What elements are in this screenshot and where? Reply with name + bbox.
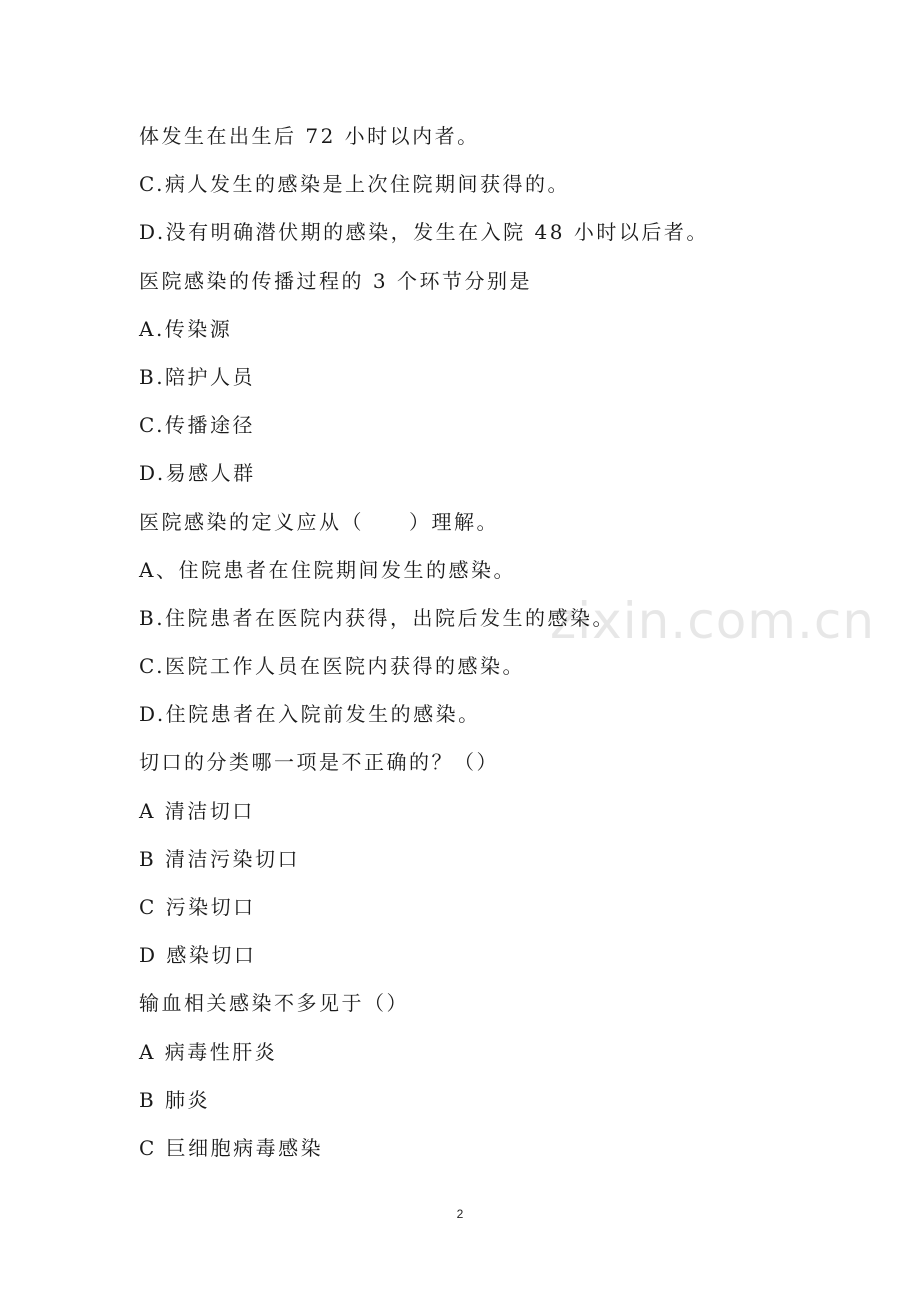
option-line: B.住院患者在医院内获得，出院后发生的感染。 bbox=[139, 605, 616, 630]
option-line: D 感染切口 bbox=[139, 943, 257, 968]
question-line: 医院感染的传播过程的 3 个环节分别是 bbox=[139, 268, 532, 293]
page-number: 2 bbox=[456, 1207, 464, 1221]
option-line: D.没有明确潜伏期的感染，发生在入院 48 小时以后者。 bbox=[139, 220, 709, 245]
option-line: B.陪护人员 bbox=[139, 364, 256, 389]
option-line: D.住院患者在入院前发生的感染。 bbox=[139, 702, 481, 727]
option-line: A 病毒性肝炎 bbox=[139, 1039, 278, 1064]
question-line: 输血相关感染不多见于（） bbox=[139, 991, 409, 1016]
option-line: C 污染切口 bbox=[139, 895, 256, 919]
option-line: C.医院工作人员在医院内获得的感染。 bbox=[139, 654, 525, 679]
option-line: C.传播途径 bbox=[139, 413, 255, 438]
text-line: 体发生在出生后 72 小时以内者。 bbox=[139, 124, 480, 148]
option-line: C.病人发生的感染是上次住院期间获得的。 bbox=[139, 172, 570, 197]
watermark: zixin.com.cn bbox=[550, 592, 876, 650]
option-line: C 巨细胞病毒感染 bbox=[139, 1135, 324, 1160]
option-line: A 清洁切口 bbox=[139, 798, 255, 823]
option-line: B 肺炎 bbox=[139, 1087, 211, 1112]
option-line: B 清洁污染切口 bbox=[139, 846, 301, 871]
option-line: A、住院患者在住院期间发生的感染。 bbox=[139, 557, 516, 582]
option-line: D.易感人群 bbox=[139, 461, 256, 486]
question-line: 切口的分类哪一项是不正确的？（） bbox=[139, 750, 499, 775]
question-line: 医院感染的定义应从（ ）理解。 bbox=[139, 509, 499, 534]
option-line: A.传染源 bbox=[139, 316, 233, 341]
